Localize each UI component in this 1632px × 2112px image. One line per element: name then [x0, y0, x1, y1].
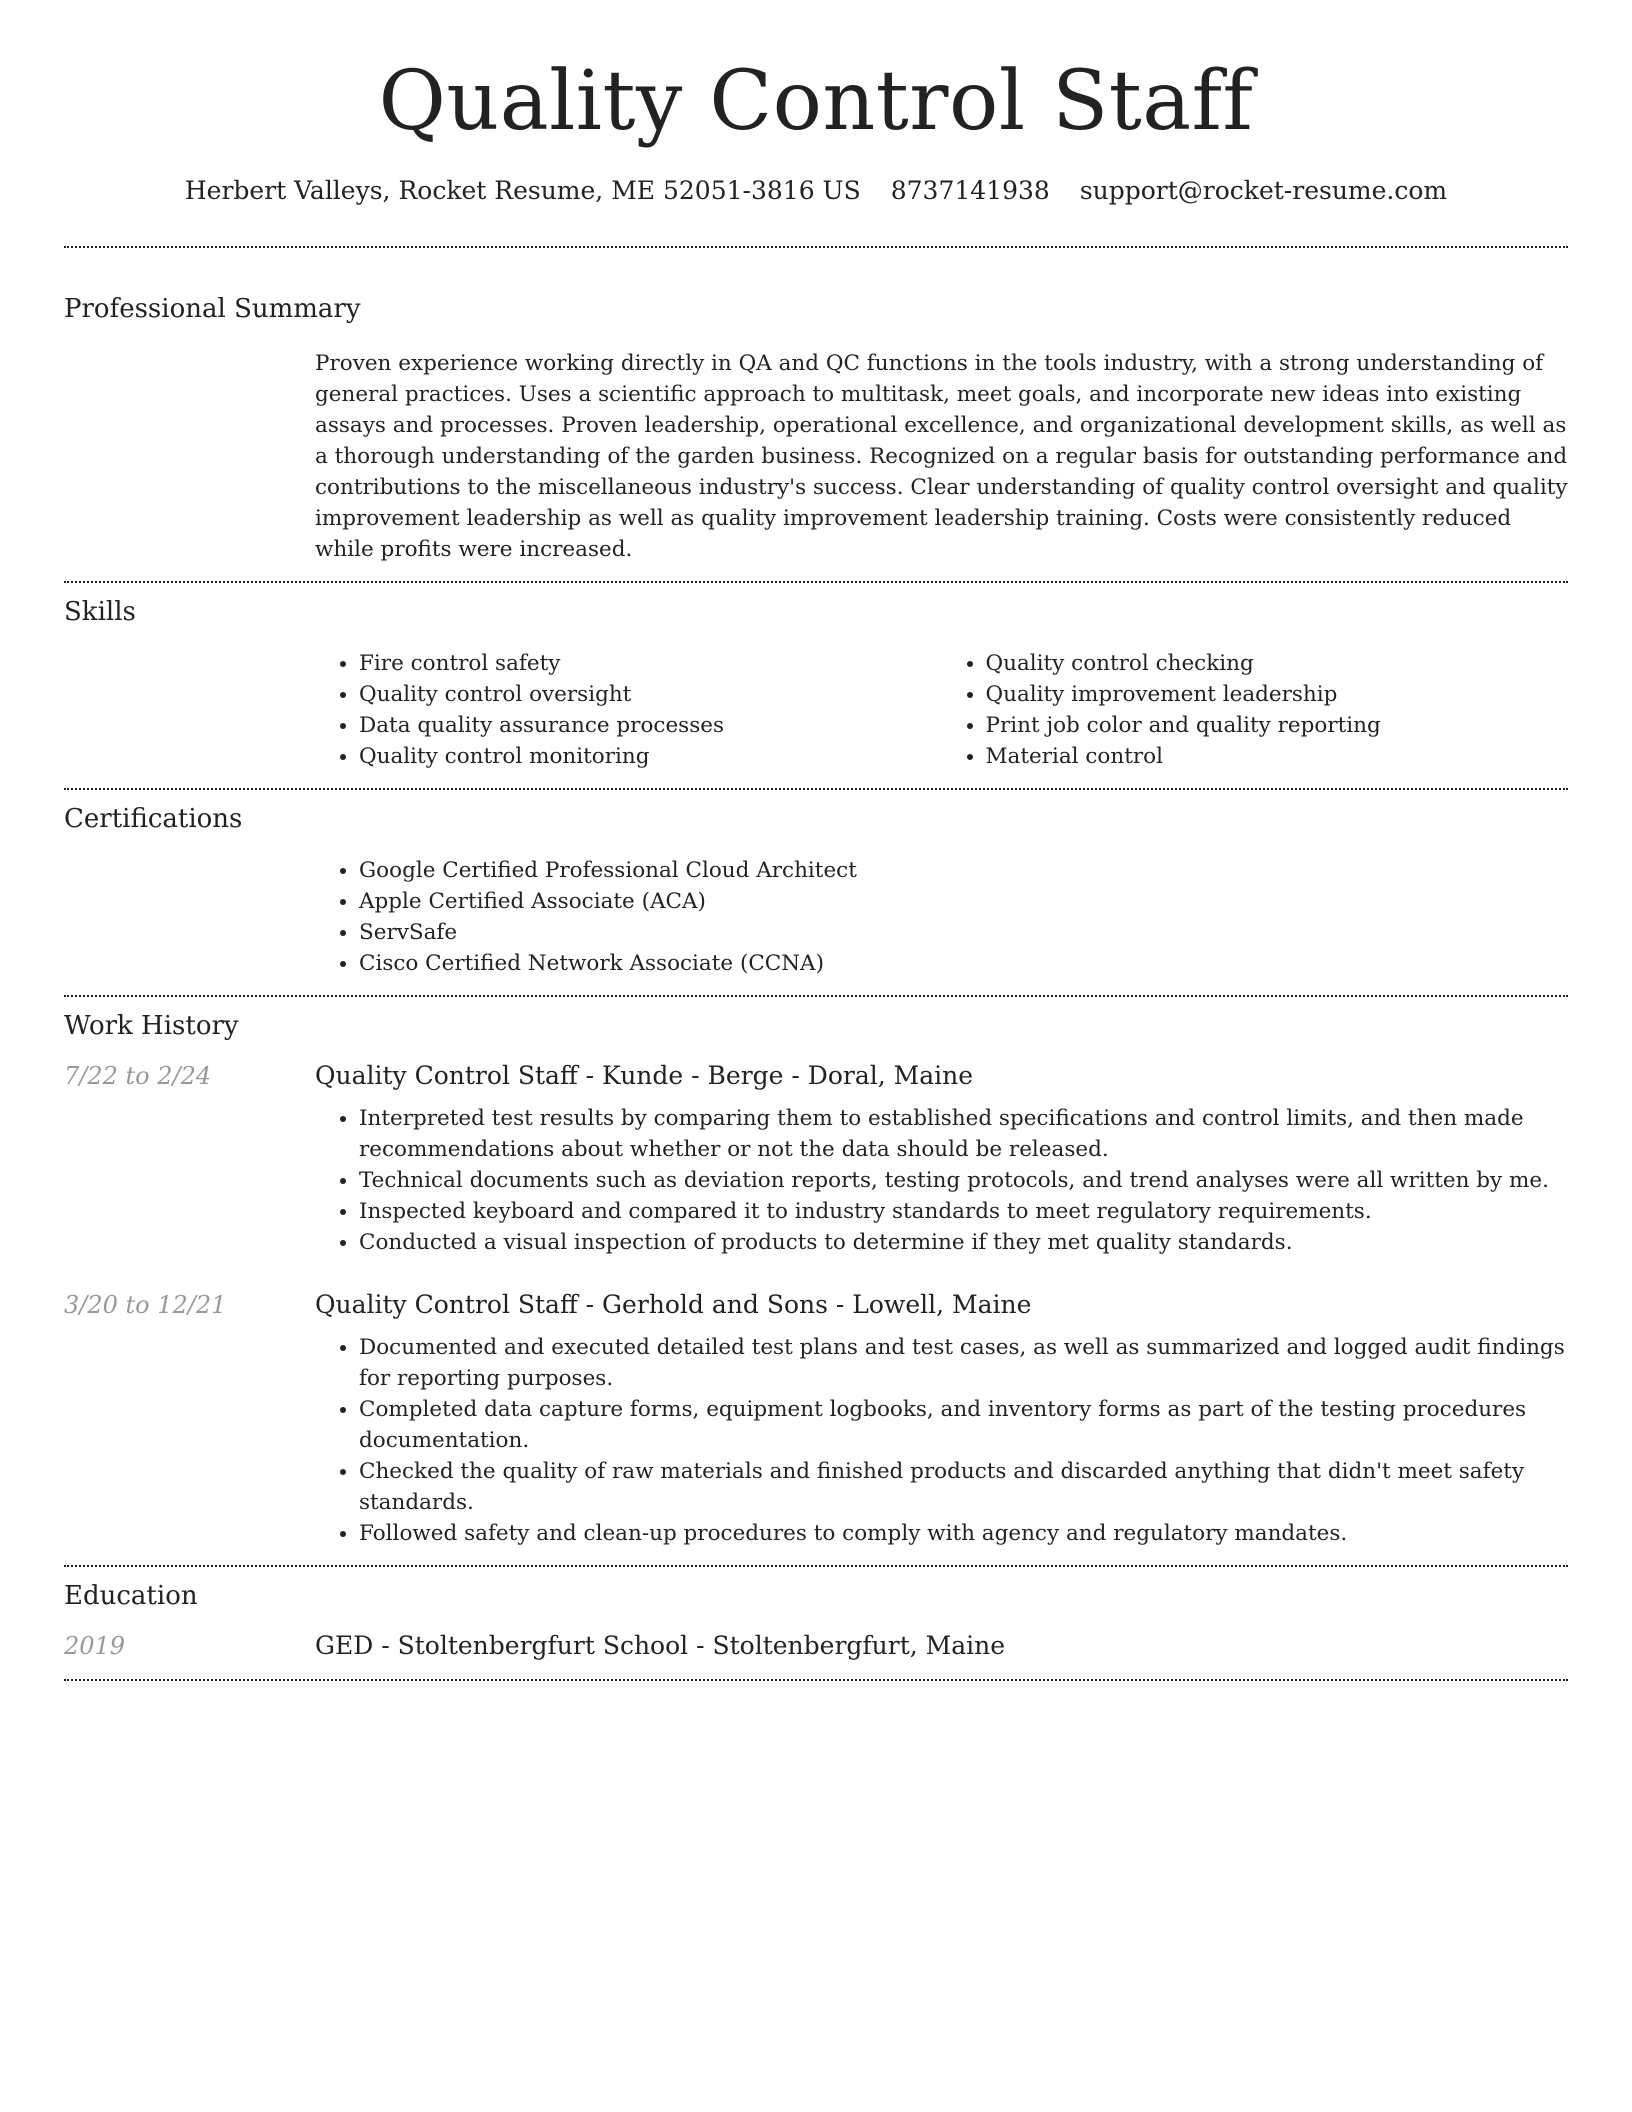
summary-text: Proven experience working directly in QA and QC functions in the tools industry, with a strong understanding of general practices. Uses a scientific approach to multitask, meet goals, and incorporate new ideas into existing assays and processes. Proven leadership, operational excellence, and organizational development skills, as well as a thorough understanding of the garden business. Recognized on a regular basis for outstanding performance and contributions to the miscellaneous industry's success. Clear understanding of quality control oversight and quality improvement leadership as well as quality improvement leadership training. Costs were consistently reduced while profits were increased. — [315, 351, 1568, 562]
job-bullet: • Conducted a visual inspection of products to determine if they met quality standards. — [359, 1227, 1568, 1258]
summary-section — [64, 248, 1568, 565]
contact-line — [64, 174, 1568, 208]
skill-item: • Quality control checking — [986, 648, 1569, 679]
job-bullet: • Documented and executed detailed test plans and test cases, as well as summarized and logged audit findings for reporting purposes. — [359, 1332, 1568, 1394]
skill-item: • Quality improvement leadership — [986, 679, 1569, 710]
job-bullet: • Completed data capture forms, equipment logbooks, and inventory forms as part of the testing procedures documentation. — [359, 1394, 1568, 1456]
skill-item: • Quality control monitoring — [359, 741, 942, 772]
certification-item: • Google Certified Professional Cloud Architect — [359, 855, 1568, 886]
skills-section — [64, 583, 1568, 772]
work-history-section — [64, 997, 1568, 1549]
section-divider — [64, 1679, 1568, 1681]
job-bullets — [315, 1332, 1568, 1549]
skills-grid — [315, 648, 1568, 772]
summary-heading: Professional Summary — [64, 294, 361, 324]
skills-list-left — [315, 648, 942, 772]
job-entry — [64, 1059, 1568, 1258]
job-bullet: • Checked the quality of raw materials and finished products and discarded anything that didn't meet safety standards. — [359, 1456, 1568, 1518]
job-entry — [64, 1288, 1568, 1549]
certifications-section — [64, 790, 1568, 979]
education-heading: Education — [64, 1581, 198, 1611]
certification-item: • Cisco Certified Network Associate (CCNA) — [359, 948, 1568, 979]
education-year: 2019 — [64, 1632, 126, 1660]
job-dates: 7/22 to 2/24 — [64, 1062, 212, 1090]
contact-email: support@rocket-resume.com — [1079, 176, 1448, 205]
skill-item: • Material control — [986, 741, 1569, 772]
job-dates: 3/20 to 12/21 — [64, 1291, 227, 1319]
job-bullets — [315, 1103, 1568, 1258]
skills-list-right — [942, 648, 1569, 772]
skill-item: • Quality control oversight — [359, 679, 942, 710]
certification-item: • ServSafe — [359, 917, 1568, 948]
education-section — [64, 1567, 1568, 1663]
work-history-heading: Work History — [64, 1011, 239, 1041]
education-entry — [64, 1629, 1568, 1663]
candidate-name: Quality Control Staff — [378, 54, 1254, 149]
skill-item: • Print job color and quality reporting — [986, 710, 1569, 741]
job-bullet: • Interpreted test results by comparing them to established specifications and control limits, and then made recommendations about whether or not the data should be released. — [359, 1103, 1568, 1165]
job-bullet: • Inspected keyboard and compared it to industry standards to meet regulatory requirements. — [359, 1196, 1568, 1227]
skill-item: • Data quality assurance processes — [359, 710, 942, 741]
job-bullet: • Followed safety and clean-up procedures to comply with agency and regulatory mandates. — [359, 1518, 1568, 1549]
contact-phone: 8737141938 — [890, 176, 1050, 205]
certifications-list — [315, 855, 1568, 979]
certifications-heading: Certifications — [64, 804, 243, 834]
certification-item: • Apple Certified Associate (ACA) — [359, 886, 1568, 917]
job-heading: Quality Control Staff - Gerhold and Sons - Lowell, Maine — [315, 1290, 1032, 1319]
education-heading-line: GED - Stoltenbergfurt School - Stoltenbergfurt, Maine — [315, 1631, 1006, 1660]
contact-address: Herbert Valleys, Rocket Resume, ME 52051-3816 US — [184, 176, 861, 205]
skills-heading: Skills — [64, 597, 136, 627]
skill-item: • Fire control safety — [359, 648, 942, 679]
job-list — [64, 1059, 1568, 1549]
job-heading: Quality Control Staff - Kunde - Berge - Doral, Maine — [315, 1061, 974, 1090]
job-bullet: • Technical documents such as deviation reports, testing protocols, and trend analyses were all written by me. — [359, 1165, 1568, 1196]
